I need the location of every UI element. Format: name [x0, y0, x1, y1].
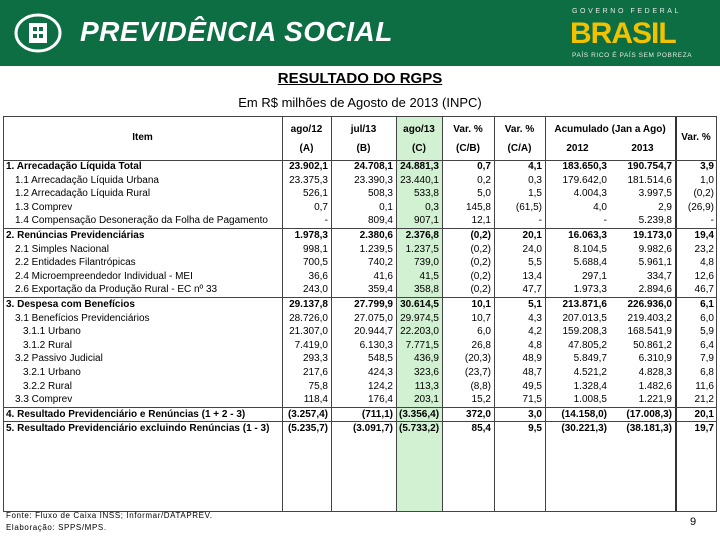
- cell-ca: 4,2: [528, 326, 542, 338]
- cell-y13: 219.403,2: [627, 312, 672, 324]
- cell-a: 700,5: [302, 257, 328, 269]
- cell-var: 6,4: [700, 339, 714, 351]
- cell-var: 20,1: [675, 407, 717, 422]
- cell-b: 124,2: [367, 380, 393, 392]
- cell-a: 29.137,8: [282, 297, 331, 311]
- cell-b: 27.075,0: [354, 312, 393, 324]
- cell-c: 0,3: [425, 201, 439, 213]
- header-item: Item: [132, 132, 153, 143]
- cell-cb: (23,7): [464, 366, 491, 378]
- cell-y13: 2.894,6: [638, 284, 672, 296]
- cell-c: 323,6: [413, 366, 439, 378]
- cell-b: 1.239,5: [359, 243, 393, 255]
- cell-b: 6.130,3: [359, 339, 393, 351]
- cell-y12: (30.221,3): [545, 422, 610, 436]
- table-row: [3, 214, 717, 228]
- cell-c: 739,0: [413, 257, 439, 269]
- cell-c: 24.881,3: [400, 161, 439, 172]
- table-row: [3, 201, 717, 215]
- cell-b: (711,1): [331, 407, 396, 422]
- cell-var: 7,9: [700, 353, 714, 365]
- cell-c: (3.356,4): [396, 407, 442, 422]
- row-item-label: 1. Arrecadação Líquida Total: [6, 161, 142, 172]
- table-row: [3, 297, 717, 311]
- cell-y13: 181.514,6: [627, 174, 672, 186]
- cell-cb: 145,8: [465, 201, 491, 213]
- cell-cb: 0,2: [477, 174, 491, 186]
- row-item-label: 2.1 Simples Nacional: [15, 243, 109, 255]
- cell-a: 526,1: [302, 188, 328, 200]
- cell-y13: 3.997,5: [638, 188, 672, 200]
- cell-y13: 4.828,3: [638, 366, 672, 378]
- header-var-acc: Var. %: [681, 132, 711, 143]
- header-ago13: ago/13: [403, 124, 435, 135]
- cell-ca: 20,1: [494, 228, 545, 242]
- cell-ca: 71,5: [522, 394, 542, 406]
- footer-prepared: Elaboração: SPPS/MPS.: [6, 523, 107, 532]
- cell-ca: 13,4: [522, 270, 542, 282]
- gov-top-text: GOVERNO FEDERAL: [572, 8, 682, 15]
- cell-var: 6,8: [700, 366, 714, 378]
- gov-tagline: PAÍS RICO É PAÍS SEM POBREZA: [572, 52, 693, 59]
- table-row: [3, 325, 717, 339]
- cell-c: 2.376,8: [396, 228, 442, 242]
- table-row: [3, 228, 717, 242]
- footer-notes: [6, 510, 213, 534]
- cell-c: 1.237,5: [405, 243, 439, 255]
- cell-ca: 0,3: [528, 174, 542, 186]
- cell-y13: 5.239,8: [638, 215, 672, 227]
- row-item-label: 2.4 Microempreendedor Individual - MEI: [15, 270, 193, 282]
- cell-a: 21.307,0: [289, 326, 328, 338]
- cell-var: 11,6: [695, 380, 714, 392]
- cell-var: 6,0: [700, 312, 714, 324]
- cell-c: 41,5: [419, 270, 439, 282]
- table-row: [3, 256, 717, 270]
- row-item-label: 3. Despesa com Benefícios: [3, 297, 282, 311]
- row-item-label: 3.2.2 Rural: [23, 380, 72, 392]
- rgps-table: [3, 116, 717, 436]
- cell-ca: 24,0: [522, 243, 542, 255]
- cell-b: 424,3: [367, 366, 393, 378]
- cell-cb: 10,1: [442, 297, 494, 311]
- cell-cb: (0,2): [470, 270, 491, 282]
- row-item-label: 3.1 Benefícios Previdenciários: [15, 312, 150, 324]
- header-col-2013: 2013: [631, 143, 654, 154]
- cell-a: 36,6: [308, 270, 328, 282]
- cell-a: 75,8: [308, 380, 328, 392]
- cell-cb: 0,7: [477, 161, 491, 172]
- cell-ca: 49,5: [522, 380, 542, 392]
- cell-b: 27.799,9: [331, 297, 396, 311]
- cell-var: 5,9: [700, 326, 714, 338]
- row-item-label: 1.2 Arrecadação Líquida Rural: [15, 188, 151, 200]
- cell-a: (3.257,4): [282, 407, 331, 422]
- previdencia-logo-icon: [14, 12, 62, 54]
- row-item-label: 4. Resultado Previdenciário e Renúncias (1 + 2 - 3): [3, 407, 282, 422]
- row-item-label: 2. Renúncias Previdenciárias: [3, 228, 282, 242]
- cell-cb: 12,1: [471, 215, 491, 227]
- page-title: RESULTADO DO RGPS: [277, 70, 443, 87]
- cell-var: 12,6: [694, 270, 714, 282]
- cell-ca: 47,7: [522, 284, 542, 296]
- cell-cb: 15,2: [471, 394, 491, 406]
- table-row: [3, 422, 717, 436]
- cell-cb: (0,2): [470, 284, 491, 296]
- cell-cb: 85,4: [442, 422, 494, 436]
- cell-var: (0,2): [693, 188, 714, 200]
- footer-source: Fonte: Fluxo de Caixa INSS; Informar/DATAPREV.: [6, 511, 213, 520]
- cell-a: 0,7: [314, 201, 328, 213]
- cell-ca: 5,5: [528, 257, 542, 269]
- cell-y12: 159.208,3: [562, 326, 607, 338]
- header-col-c: (C): [412, 143, 426, 154]
- table-row: [3, 380, 717, 394]
- cell-cb: 372,0: [442, 407, 494, 422]
- cell-c: 29.974,5: [400, 312, 439, 324]
- cell-c: 7.771,5: [405, 339, 439, 351]
- cell-y12: -: [603, 215, 607, 227]
- cell-c: 907,1: [413, 215, 439, 227]
- brand-name: PREVIDÊNCIA SOCIAL: [80, 16, 393, 47]
- cell-b: 24.708,1: [354, 161, 393, 172]
- cell-b: 20.944,7: [354, 326, 393, 338]
- cell-y12: 183.650,3: [562, 161, 607, 172]
- cell-c: 436,9: [413, 353, 439, 365]
- cell-a: 998,1: [302, 243, 328, 255]
- cell-c: 23.440,1: [400, 174, 439, 186]
- header-var-ca: Var. %: [504, 124, 535, 135]
- cell-b: 41,6: [373, 270, 393, 282]
- cell-y12: 5.849,7: [573, 353, 607, 365]
- header-col-2012: 2012: [566, 143, 589, 154]
- cell-cb: 5,0: [477, 188, 491, 200]
- cell-cb: (0,2): [442, 228, 494, 242]
- cell-cb: (20,3): [464, 353, 491, 365]
- cell-cb: (0,2): [470, 257, 491, 269]
- cell-ca: 4,3: [528, 312, 542, 324]
- cell-y12: 47.805,2: [568, 339, 607, 351]
- header-col-ca: (C/A): [507, 143, 532, 154]
- cell-b: 740,2: [367, 257, 393, 269]
- table-row: [3, 283, 717, 297]
- page-subtitle: Em R$ milhões de Agosto de 2013 (INPC): [238, 95, 482, 110]
- cell-a: 28.726,0: [289, 312, 328, 324]
- row-item-label: 2.2 Entidades Filantrópicas: [15, 257, 136, 269]
- cell-c: (5.733,2): [396, 422, 442, 436]
- cell-b: 23.390,3: [354, 174, 393, 186]
- table-row: [3, 160, 717, 174]
- cell-b: 176,4: [367, 394, 393, 406]
- cell-cb: (0,2): [470, 243, 491, 255]
- header-col-a: (A): [299, 143, 314, 154]
- header-jul13: jul/13: [350, 124, 377, 135]
- row-item-label: 1.1 Arrecadação Líquida Urbana: [15, 174, 159, 186]
- cell-var: (26,9): [687, 201, 714, 213]
- table-row: [3, 187, 717, 201]
- header-col-b: (B): [356, 143, 371, 154]
- cell-var: 19,7: [675, 422, 717, 436]
- cell-a: (5.235,7): [282, 422, 331, 436]
- cell-y12: (14.158,0): [545, 407, 610, 422]
- cell-b: 508,3: [367, 188, 393, 200]
- row-item-label: 3.2.1 Urbano: [23, 366, 81, 378]
- table-row: [3, 243, 717, 257]
- cell-b: 0,1: [379, 201, 393, 213]
- cell-y13: 168.541,9: [627, 326, 672, 338]
- table-row: [3, 352, 717, 366]
- cell-ca: 4,1: [528, 161, 542, 172]
- cell-c: 358,8: [413, 284, 439, 296]
- cell-c: 113,3: [414, 380, 439, 392]
- cell-c: 203,1: [413, 394, 439, 406]
- cell-y12: 207.013,5: [562, 312, 607, 324]
- cell-a: 118,4: [303, 394, 328, 406]
- table-row: [3, 407, 717, 422]
- cell-y12: 1.008,5: [573, 394, 607, 406]
- cell-y12: 213.871,6: [545, 297, 610, 311]
- table-row: [3, 366, 717, 380]
- row-item-label: 3.3 Comprev: [15, 394, 73, 406]
- cell-b: 359,4: [367, 284, 393, 296]
- row-item-label: 1.3 Comprev: [15, 201, 73, 213]
- cell-y12: 4.521,2: [573, 366, 607, 378]
- cell-y12: 8.104,5: [573, 243, 607, 255]
- cell-cb: 6,0: [477, 326, 491, 338]
- row-item-label: 5. Resultado Previdenciário excluindo Renúncias (1 - 3): [3, 422, 282, 436]
- cell-cb: (8,8): [470, 380, 491, 392]
- cell-y13: 9.982,6: [638, 243, 672, 255]
- cell-y13: 2,9: [658, 201, 672, 213]
- cell-ca: -: [538, 215, 542, 227]
- cell-y13: 190.754,7: [627, 161, 672, 172]
- cell-y13: 5.961,1: [638, 257, 672, 269]
- cell-y13: 226.936,0: [610, 297, 675, 311]
- cell-b: 2.380,6: [331, 228, 396, 242]
- cell-y12: 297,1: [581, 270, 607, 282]
- cell-ca: 3,0: [494, 407, 545, 422]
- cell-a: 23.375,3: [289, 174, 328, 186]
- cell-ca: 4,8: [528, 339, 542, 351]
- header-accumulated: Acumulado (Jan a Ago): [554, 124, 666, 135]
- cell-ca: 9,5: [494, 422, 545, 436]
- cell-var: 4,8: [700, 257, 714, 269]
- cell-y12: 179.642,0: [562, 174, 607, 186]
- cell-c: 533,8: [413, 188, 439, 200]
- cell-a: 23.902,1: [289, 161, 328, 172]
- cell-y13: 1.482,6: [638, 380, 672, 392]
- cell-y13: (17.008,3): [610, 407, 675, 422]
- cell-var: 6,1: [675, 297, 717, 311]
- cell-y12: 5.688,4: [573, 257, 607, 269]
- cell-y13: 334,7: [646, 270, 672, 282]
- cell-a: 243,0: [302, 284, 328, 296]
- cell-y12: 4.004,3: [573, 188, 607, 200]
- cell-a: 7.419,0: [294, 339, 328, 351]
- governo-federal-logo: [566, 8, 716, 60]
- row-item-label: 2.6 Exportação da Produção Rural - EC nº 33: [15, 284, 218, 296]
- cell-ca: 1,5: [528, 188, 542, 200]
- table-row: [3, 312, 717, 326]
- cell-var: 1,0: [700, 174, 714, 186]
- cell-a: -: [324, 215, 328, 227]
- cell-cb: 10,7: [471, 312, 491, 324]
- row-item-label: 1.4 Compensação Desoneração da Folha de Pagamento: [15, 215, 268, 227]
- cell-ca: 48,7: [522, 366, 542, 378]
- row-item-label: 3.2 Passivo Judicial: [15, 353, 103, 365]
- table-row: [3, 339, 717, 353]
- cell-y12: 16.063,3: [545, 228, 610, 242]
- cell-y13: 19.173,0: [610, 228, 675, 242]
- cell-b: (3.091,7): [331, 422, 396, 436]
- cell-c: 22.203,0: [400, 326, 439, 338]
- cell-var: -: [710, 215, 714, 227]
- cell-a: 1.978,3: [282, 228, 331, 242]
- cell-y13: 50.861,2: [633, 339, 672, 351]
- cell-y12: 1.973,3: [573, 284, 607, 296]
- cell-y13: 6.310,9: [638, 353, 672, 365]
- table-row: [3, 393, 717, 407]
- cell-var: 3,9: [700, 161, 714, 172]
- cell-var: 19,4: [675, 228, 717, 242]
- cell-var: 46,7: [694, 284, 714, 296]
- cell-y12: 1.328,4: [573, 380, 607, 392]
- header-ago12: ago/12: [290, 124, 323, 135]
- table-row: [3, 270, 717, 284]
- page-number: 9: [690, 516, 697, 528]
- gov-country-text: BRASIL: [570, 17, 676, 50]
- cell-ca: (61,5): [515, 201, 542, 213]
- cell-y13: 1.221,9: [638, 394, 672, 406]
- cell-c: 30.614,5: [396, 297, 442, 311]
- cell-a: 293,3: [302, 353, 328, 365]
- table-row: [3, 174, 717, 188]
- cell-cb: 26,8: [471, 339, 491, 351]
- cell-ca: 48,9: [522, 353, 542, 365]
- header-banner: [0, 0, 720, 66]
- header-var-cb: Var. %: [453, 124, 483, 135]
- row-item-label: 3.1.1 Urbano: [23, 326, 81, 338]
- cell-var: 23,2: [694, 243, 714, 255]
- cell-y12: 4,0: [593, 201, 607, 213]
- cell-ca: 5,1: [494, 297, 545, 311]
- cell-b: 809,4: [367, 215, 393, 227]
- row-item-label: 3.1.2 Rural: [23, 339, 72, 351]
- cell-var: 21,2: [694, 394, 714, 406]
- cell-a: 217,6: [302, 366, 328, 378]
- cell-b: 548,5: [367, 353, 393, 365]
- cell-y13: (38.181,3): [610, 422, 675, 436]
- header-col-cb: (C/B): [456, 143, 480, 154]
